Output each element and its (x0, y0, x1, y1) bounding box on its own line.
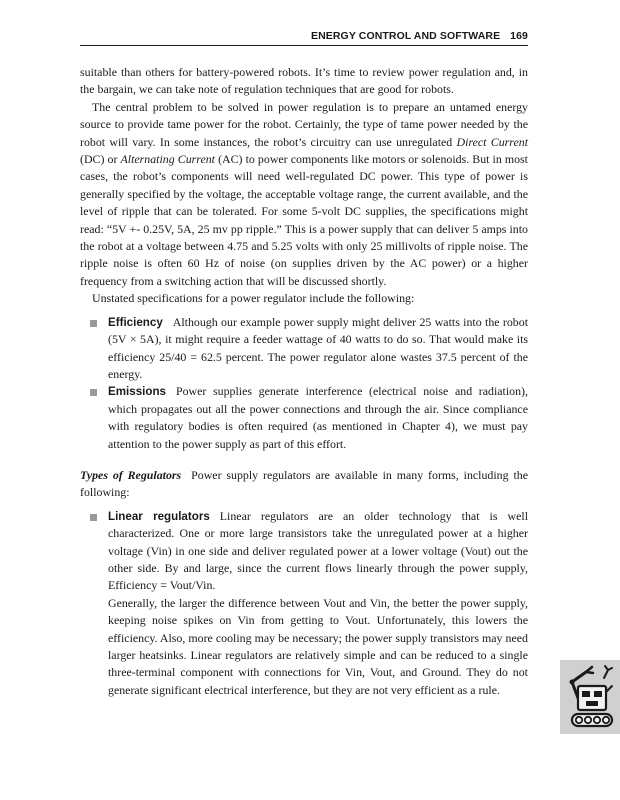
bullet-text-linear-continuation: Generally, the larger the difference between Vout and Vin, the better the power supply, keeping noise spikes on Vin from getting to Vout. Unfortunately, this lowers the efficiency. Also, more cooling may be necessary; the power supply transistors may need larger heatsinks. Linear regulators are relatively simple and can be reduced to a single three-terminal component with connections for Vin, Vout, and Ground. They do not generate significant electrical interference, but they are not very efficient as a rule. (108, 595, 528, 697)
running-header (80, 30, 528, 46)
bullet-emissions (80, 383, 528, 453)
bullet-text-emissions: Power supplies generate interference (electrical noise and radiation), which propagates out all the power connections and through the air. Since compliance with regulatory bodies is often required (as mentioned in Chapter 4), we must pay attention to the power supply as part of this effort. (108, 384, 528, 451)
bullet-term-efficiency: Efficiency (108, 315, 163, 329)
paragraph-2-text-c: (AC) to power components like motors or solenoids. But in most cases, the robot’s components will need well-regulated DC power. This type of power is generally specified by the voltage, the acceptable voltage range, the current available, and the level of ripple that can be tolerated. For some 5-volt DC supplies, the specifications might read: “5V +- 0.25V, 5A, 25 mv pp ripple.” This is a power supply that can deliver 5 amps into the robot at a voltage between 4.75 and 5.25 volts with only 25 millivolts of ripple noise. The ripple noise is often 60 Hz of noise (on supplies driven by the AC power) or a higher frequency from a switching action that will be discussed shortly. (80, 152, 528, 288)
spec-bullet-list (80, 314, 528, 453)
header-rule (80, 45, 528, 46)
bullet-term-linear: Linear regulators (108, 509, 210, 523)
page-number: 169 (510, 30, 528, 42)
section-types-of-regulators (80, 467, 528, 502)
paragraph-2 (80, 99, 528, 290)
term-direct-current: Direct Current (456, 134, 529, 149)
bullet-text-efficiency: Although our example power supply might deliver 25 watts into the robot (5V × 5A), it might require a feeder wattage of 40 watts to do so. That would make its efficiency 25/40 = 62.5 percent. The power regulator alone wastes 37.5 percent of the energy. (108, 314, 528, 381)
bullet-linear-regulators (80, 508, 528, 595)
paragraph-2-text-b: (DC) or (80, 152, 121, 167)
term-alternating-current: Alternating Current (120, 152, 215, 167)
paragraph-2-text-a: The central problem to be solved in power regulation is to prepare an untamed energy source to provide tame power for the robot. Certainly, the type of tame power needed by the robot will vary. In some instances, the robot’s circuitry can use unregulated (80, 99, 528, 149)
square-bullet-icon (90, 514, 97, 521)
page-body (80, 64, 528, 699)
section-intro: Power supply regulators are available in many forms, including the following: (80, 467, 528, 500)
paragraph-1: suitable than others for battery-powered robots. It’s time to review power regulation and, in the bargain, we can take note of regulation techniques that are good for robots. (80, 65, 528, 97)
bullet-text-linear: Linear regulators are an older technology that is well characterized. One or more large transistors take the unregulated power at a higher voltage (Vin) in one side and deliver regulated power at a lower voltage (Vout) out the other side. By and large, since the current flows linearly through the power supply, Efficiency = Vout/Vin. (108, 508, 528, 593)
running-header-title: ENERGY CONTROL AND SOFTWARE (310, 30, 501, 42)
bullet-efficiency (80, 314, 528, 384)
bullet-linear-continuation (80, 595, 528, 699)
chapter-thumb-tab (560, 660, 620, 734)
regulator-bullet-list (80, 508, 528, 699)
robot-icon (560, 660, 620, 734)
paragraph-3: Unstated specifications for a power regulator include the following: (92, 291, 415, 306)
square-bullet-icon (90, 320, 97, 327)
section-heading: Types of Regulators (80, 467, 182, 482)
square-bullet-icon (90, 389, 97, 396)
bullet-term-emissions: Emissions (108, 385, 166, 399)
